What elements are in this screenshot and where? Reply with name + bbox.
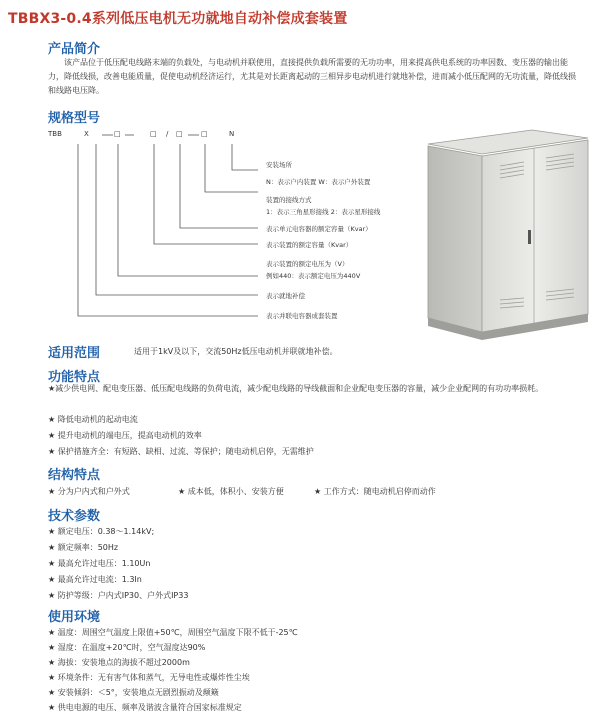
section-heading-tech: 技术参数 [48,509,101,524]
feature-item: ★ 保护措施齐全：有短路、缺相、过流、等保护；随电动机启停，无需维护 [48,447,314,456]
environment-item: ★ 温度：周围空气温度上限值+50℃，周围空气温度下限不低于-25℃ [48,628,298,637]
model-code-box-3: □ [176,130,183,138]
application-text: 适用于1kV及以下，交流50Hz低压电动机并联就地补偿。 [134,347,338,356]
section-heading-structure: 结构特点 [48,468,101,483]
tech-item: ★ 防护等级：户内式IP30、户外式IP33 [48,591,189,600]
tech-item: ★ 最高允许过电流：1.3In [48,575,142,584]
model-code-box-1: □ [114,130,121,138]
environment-item: ★ 环境条件：无有害气体和蒸气，无导电性或爆炸性尘埃 [48,673,250,682]
intro-paragraph: 该产品位于低压配电线路末端的负载处，与电动机并联使用，直接提供负载所需要的无功功率，用来提高供电系统的功率因数、变压器的输出能力，降低线损，改善电能质量，促使电动机经济运行，尤其是对长距离起动的三相异步电动机进行就地补偿，进而减小低压配网的无功流量，降低线损和线路电压降。 [48,58,576,95]
model-label-capacitor-set: 表示并联电容器成套装置 [266,312,338,320]
feature-item: ★ 降低电动机的起动电流 [48,415,138,424]
cabinet-handle [528,230,531,244]
model-code-n: N [229,130,235,138]
environment-item: ★ 湿度：在温度+20℃时，空气湿度达90% [48,643,206,652]
environment-item: ★ 安装倾斜：＜5°，安装地点无剧烈振动及颠簸 [48,688,219,697]
model-code-box-4: □ [201,130,208,138]
structure-item: ★ 工作方式：随电动机启停而动作 [314,487,436,496]
model-label-wiring: 装置的接线方式 [266,196,312,204]
section-heading-environment: 使用环境 [48,610,101,625]
section-heading-features: 功能特点 [48,370,101,385]
model-label-voltage-example: 例如440：表示额定电压为440V [266,272,361,280]
environment-item: ★ 供电电源的电压、频率及谐波含量符合国家标准规定 [48,703,242,712]
model-label-rated-capacity: 表示装置的额定容量（Kvar） [266,241,353,249]
feature-item: ★ 提升电动机的端电压，提高电动机的效率 [48,431,202,440]
structure-item: ★ 分为户内式和户外式 [48,487,130,496]
tech-item: ★ 额定电压：0.38～1.14kV; [48,527,155,536]
cabinet-image [420,122,600,340]
model-label-local-compensation: 表示就地补偿 [266,292,305,300]
tech-item: ★ 最高允许过电压：1.10Un [48,559,151,568]
model-label-install-place: 安装场所 [266,161,292,169]
page-title: TBBX3-0.4系列低压电机无功就地自动补偿成套装置 [8,11,348,27]
section-heading-model: 规格型号 [48,111,101,126]
section-heading-intro: 产品简介 [48,42,101,57]
model-code-slash: / [166,130,169,138]
structure-item: ★ 成本低，体积小、安装方便 [178,487,284,496]
model-code-box-2: □ [150,130,157,138]
model-label-unit-capacity: 表示单元电容器的额定容量（Kvar） [266,225,372,233]
feature-item: ★减少供电网、配电变压器、低压配电线路的负荷电流，减少配电线路的导线截面和企业配电变压器的容量，减少企业配网的有功功率损耗。 [48,384,544,393]
section-heading-application: 适用范围 [48,346,101,361]
model-label-wiring-types: 1：表示三角星形接线 2：表示星形接线 [266,208,381,216]
model-code-x: X [84,130,89,138]
environment-item: ★ 海拔：安装地点的海拔不超过2000m [48,658,190,667]
tech-item: ★ 额定频率：50Hz [48,543,119,552]
model-label-indoor-outdoor: N：表示户内装置 W：表示户外装置 [266,178,371,186]
model-code-tbb: TBB [48,130,62,138]
model-label-rated-voltage: 表示装置的额定电压为（V） [266,260,349,268]
